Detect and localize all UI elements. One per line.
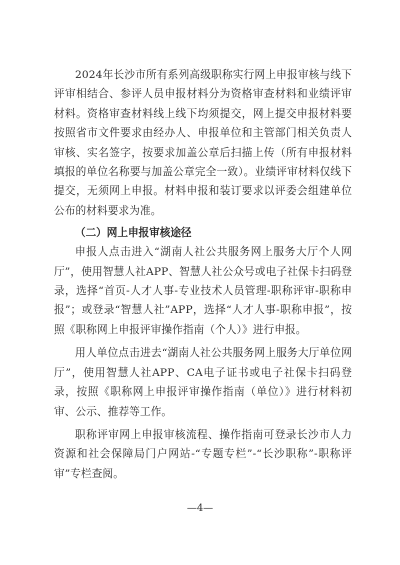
section-heading: （二）网上申报审核途径: [75, 227, 192, 240]
intro-paragraph: 2024年长沙市所有系列高级职称实行网上申报审核与线下评审相结合、参评人员申报材料分为资格审查材料和业绩评审材料。资格审查材料线上线下均须提交，网上提交申报材料要按照省市文件要求由经办人、申报单位和主管部门相关负责人审核、实名签字，按要求加盖公章后扫描上传（所有申报材料填报的单位名称要与加盖公章完全一致）。业绩评审材料仅线下提交，无须网上申报。材料申报和装订要求以评委会组建单位公布的材料要求为准。: [54, 69, 352, 217]
personal-application-paragraph: 申报人点击进入“湖南人社公共服务网上服务大厅个人网厅”，使用智慧人社APP、智慧人社公众号或电子社保卡扫码登录，选择“首页-人才人事-专业技术人员管理-职称评审-职称申报”；或登录“智慧人社”APP，选择“人才人事-职称申报”，按照《职称网上申报评审操作指南（个人）》进行申报。: [54, 246, 352, 336]
employer-application-paragraph: 用人单位点击进去“湖南人社公共服务网上服务大厅单位网厅”，使用智慧人社APP、CA电子证书或电子社保卡扫码登录，按照《职称网上申报评审操作指南（单位）》进行材料初审、公示、推荐等工作。: [54, 347, 352, 418]
page-number: —4—: [186, 503, 214, 514]
guide-lookup-paragraph: 职称评审网上申报审核流程、操作指南可登录长沙市人力资源和社会保障局门户网站-“专题专栏”-“长沙职称”-职称评审”专栏查阅。: [54, 428, 352, 480]
